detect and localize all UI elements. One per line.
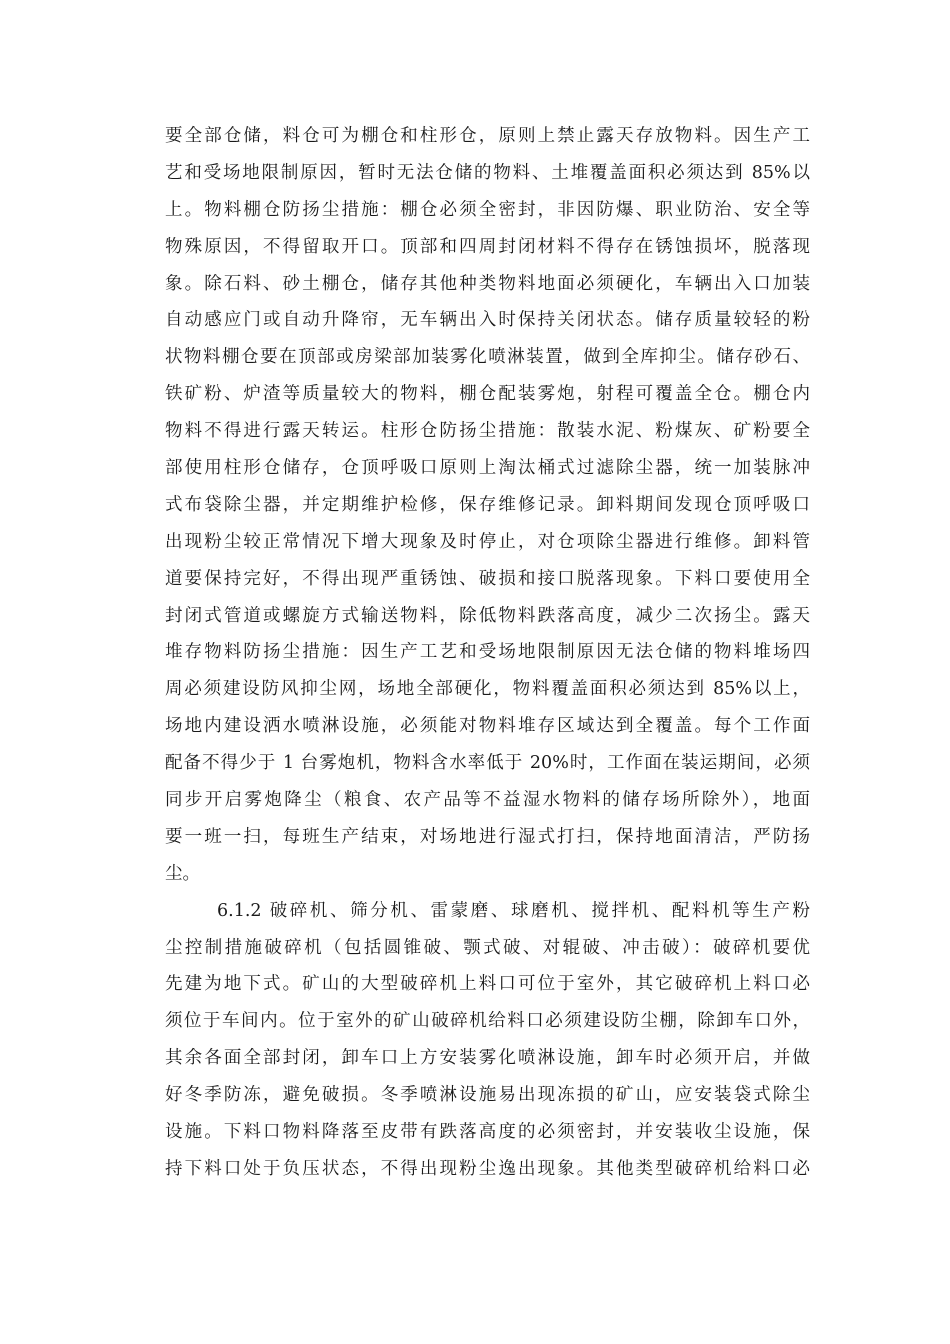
section-heading-line: 6.1.2 破碎机、筛分机、雷蒙磨、球磨机、搅拌机、配料机等生产粉: [217, 900, 810, 921]
text-line: 堆存物料防扬尘措施：因生产工艺和受场地限制原因无法仓储的物料堆场四: [165, 642, 810, 663]
text-line: 自动感应门或自动升降帘，无车辆出入时保持关闭状态。储存质量较轻的粉: [165, 310, 810, 331]
text-line: 好冬季防冻，避免破损。冬季喷淋设施易出现冻损的矿山，应安装袋式除尘: [165, 1085, 810, 1106]
text-line: 尘控制措施破碎机（包括圆锥破、颚式破、对辊破、冲击破）：破碎机要优: [165, 937, 810, 958]
body-text: [165, 118, 810, 1188]
text-line: 物殊原因，不得留取开口。顶部和四周封闭材料不得存在锈蚀损坏，脱落现: [165, 236, 810, 257]
text-line: 场地内建设洒水喷淋设施，必须能对物料堆存区域达到全覆盖。每个工作面: [165, 716, 810, 737]
text-line: 要全部仓储，料仓可为棚仓和柱形仓，原则上禁止露天存放物料。因生产工: [165, 126, 810, 146]
text-line: 其余各面全部封闭，卸车口上方安装雾化喷淋设施，卸车时必须开启，并做: [165, 1048, 810, 1069]
text-line: 上。物料棚仓防扬尘措施：棚仓必须全密封，非因防爆、职业防治、安全等: [165, 199, 810, 220]
paragraph-crusher-dust-control: [165, 893, 810, 1188]
text-line: 道要保持完好，不得出现严重锈蚀、破损和接口脱落现象。下料口要使用全: [165, 568, 810, 589]
text-line: 须位于车间内。位于室外的矿山破碎机给料口必须建设防尘棚，除卸车口外，: [165, 1011, 810, 1032]
text-line: 要一班一扫，每班生产结束，对场地进行湿式打扫，保持地面清洁，严防扬: [165, 826, 810, 847]
text-line: 出现粉尘较正常情况下增大现象及时停止，对仓项除尘器进行维修。卸料管: [165, 531, 810, 552]
text-line: 铁矿粉、炉渣等质量较大的物料，棚仓配装雾炮，射程可覆盖全仓。棚仓内: [165, 384, 810, 405]
text-line: 物料不得进行露天转运。柱形仓防扬尘措施：散装水泥、粉煤灰、矿粉要全: [165, 421, 810, 442]
text-line: 持下料口处于负压状态，不得出现粉尘逸出现象。其他类型破碎机给料口必: [165, 1158, 810, 1179]
text-line: 周必须建设防风抑尘网，场地全部硬化，物料覆盖面积必须达到 85%以上，: [165, 679, 810, 700]
text-line: 封闭式管道或螺旋方式输送物料，除低物料跌落高度，减少二次扬尘。露天: [165, 605, 810, 626]
text-line: 状物料棚仓要在顶部或房梁部加装雾化喷淋装置，做到全库抑尘。储存砂石、: [165, 347, 810, 368]
text-line: 先建为地下式。矿山的大型破碎机上料口可位于室外，其它破碎机上料口必: [165, 974, 810, 995]
text-line: 艺和受场地限制原因，暂时无法仓储的物料、土堆覆盖面积必须达到 85%以: [165, 162, 810, 183]
text-line: 象。除石料、砂土棚仓，储存其他种类物料地面必须硬化，车辆出入口加装: [165, 273, 810, 294]
text-line: 设施。下料口物料降落至皮带有跌落高度的必须密封，并安装收尘设施，保: [165, 1122, 810, 1143]
paragraph-storage-dust-control: [165, 118, 810, 893]
text-line: 式布袋除尘器，并定期维护检修，保存维修记录。卸料期间发现仓顶呼吸口: [165, 494, 810, 515]
text-line: 配备不得少于 1 台雾炮机，物料含水率低于 20%时，工作面在装运期间，必须: [165, 753, 810, 774]
text-line: 同步开启雾炮降尘（粮食、农产品等不益湿水物料的储存场所除外），地面: [165, 790, 810, 811]
text-line: 部使用柱形仓储存，仓顶呼吸口原则上淘汰桶式过滤除尘器，统一加装脉冲: [165, 458, 810, 479]
text-line-last: 尘。: [165, 863, 200, 884]
